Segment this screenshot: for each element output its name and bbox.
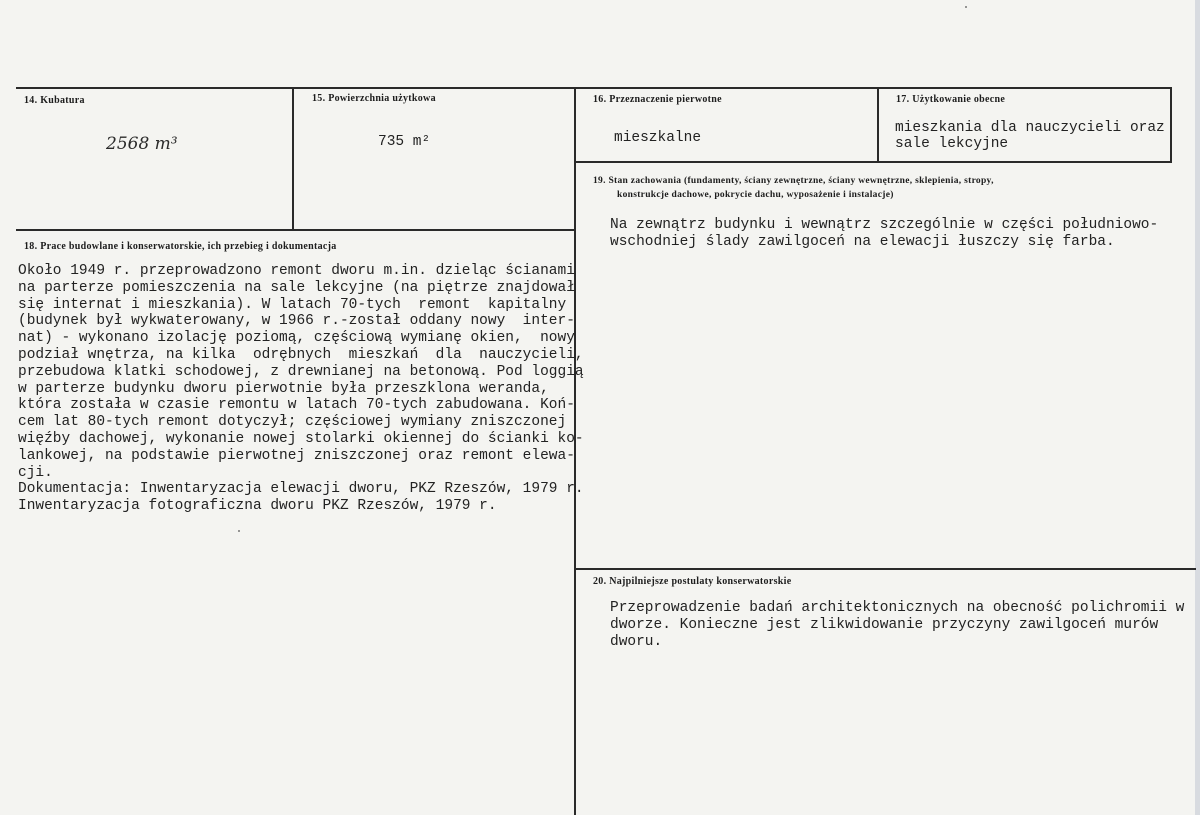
- rule-above-20: [576, 568, 1196, 570]
- field-18-line: przebudowa klatki schodowej, z drewnianej na betonową. Pod loggią: [18, 363, 584, 380]
- field-18-line: nat) - wykonano izolację poziomą, częściową wymianę okien, nowy: [18, 330, 575, 347]
- field-18-line: na parterze pomieszczenia na sale lekcyjne (na piętrze znajdował: [18, 279, 575, 296]
- scan-edge: [1195, 0, 1200, 815]
- divider-16-17: [877, 87, 879, 161]
- field-19-label: 19. Stan zachowania (fundamenty, ściany zewnętrzne, ściany wewnętrzne, sklepienia, stropy,: [593, 176, 994, 186]
- field-18-line: lankowej, na podstawie pierwotnej zniszczonej oraz remont elewa-: [18, 447, 575, 464]
- field-14-label: 14. Kubatura: [24, 95, 85, 106]
- field-20-label: 20. Najpilniejsze postulaty konserwatorskie: [593, 576, 792, 587]
- field-19-line: wschodniej ślady zawilgoceń na elewacji łuszczy się farba.: [610, 233, 1115, 250]
- field-15-label: 15. Powierzchnia użytkowa: [312, 93, 436, 104]
- field-16-value: mieszkalne: [614, 130, 702, 146]
- field-18-line: podział wnętrza, na kilka odrębnych mieszkań dla nauczycieli,: [18, 347, 584, 363]
- field-19-label-cont: konstrukcje dachowe, pokrycie dachu, wyposażenie i instalacje): [617, 190, 894, 200]
- divider-14-15: [292, 87, 294, 229]
- field-17-label: 17. Użytkowanie obecne: [896, 94, 1006, 105]
- field-18-line: Inwentaryzacja fotograficzna dworu PKZ Rzeszów, 1979 r.: [18, 498, 497, 515]
- rule-under-16-17: [576, 161, 1172, 163]
- field-20-line: dworze. Konieczne jest zlikwidowanie przyczyny zawilgoceń murów: [610, 616, 1159, 633]
- field-20-line: dworu.: [610, 633, 663, 650]
- field-19-line: Na zewnątrz budynku i wewnątrz szczególnie w części południowo-: [610, 217, 1159, 233]
- field-18-line: Dokumentacja: Inwentaryzacja elewacji dworu, PKZ Rzeszów, 1979 r.: [18, 481, 584, 498]
- top-rule: [16, 87, 1172, 89]
- field-18-line: cji.: [18, 464, 53, 481]
- field-15-value: 735 m²: [378, 134, 431, 150]
- scan-speck: [238, 530, 240, 532]
- field-18-line: cem lat 80-tych remont dotyczył; częściowej wymiany zniszczonej: [18, 414, 567, 431]
- field-17-line: mieszkania dla nauczycieli oraz: [895, 120, 1165, 136]
- field-18-line: Około 1949 r. przeprowadzono remont dworu m.in. dzieląc ścianami: [18, 263, 575, 279]
- field-18-line: się internat i mieszkania). W latach 70-tych remont kapitalny: [18, 296, 567, 313]
- field-20-line: Przeprowadzenie badań architektonicznych na obecność polichromii w: [610, 600, 1185, 616]
- rule-under-14-15: [16, 229, 576, 231]
- field-18-line: w parterze budynku dworu pierwotnie była przeszklona weranda,: [18, 380, 549, 397]
- field-18-line: (budynek był wykwaterowany, w 1966 r.-został oddany nowy inter-: [18, 313, 575, 330]
- scan-speck: [965, 6, 967, 8]
- field-16-label: 16. Przeznaczenie pierwotne: [593, 94, 722, 105]
- field-17-line: sale lekcyjne: [895, 136, 1009, 152]
- field-18-line: więźby dachowej, wykonanie nowej stolarki okiennej do ścianki ko-: [18, 431, 584, 447]
- divider-right: [1170, 87, 1172, 162]
- field-14-value: 2568 m³: [106, 134, 178, 154]
- field-18-line: która została w czasie remontu w latach 70-tych zabudowana. Koń-: [18, 397, 575, 414]
- field-18-label: 18. Prace budowlane i konserwatorskie, ich przebieg i dokumentacja: [24, 241, 337, 252]
